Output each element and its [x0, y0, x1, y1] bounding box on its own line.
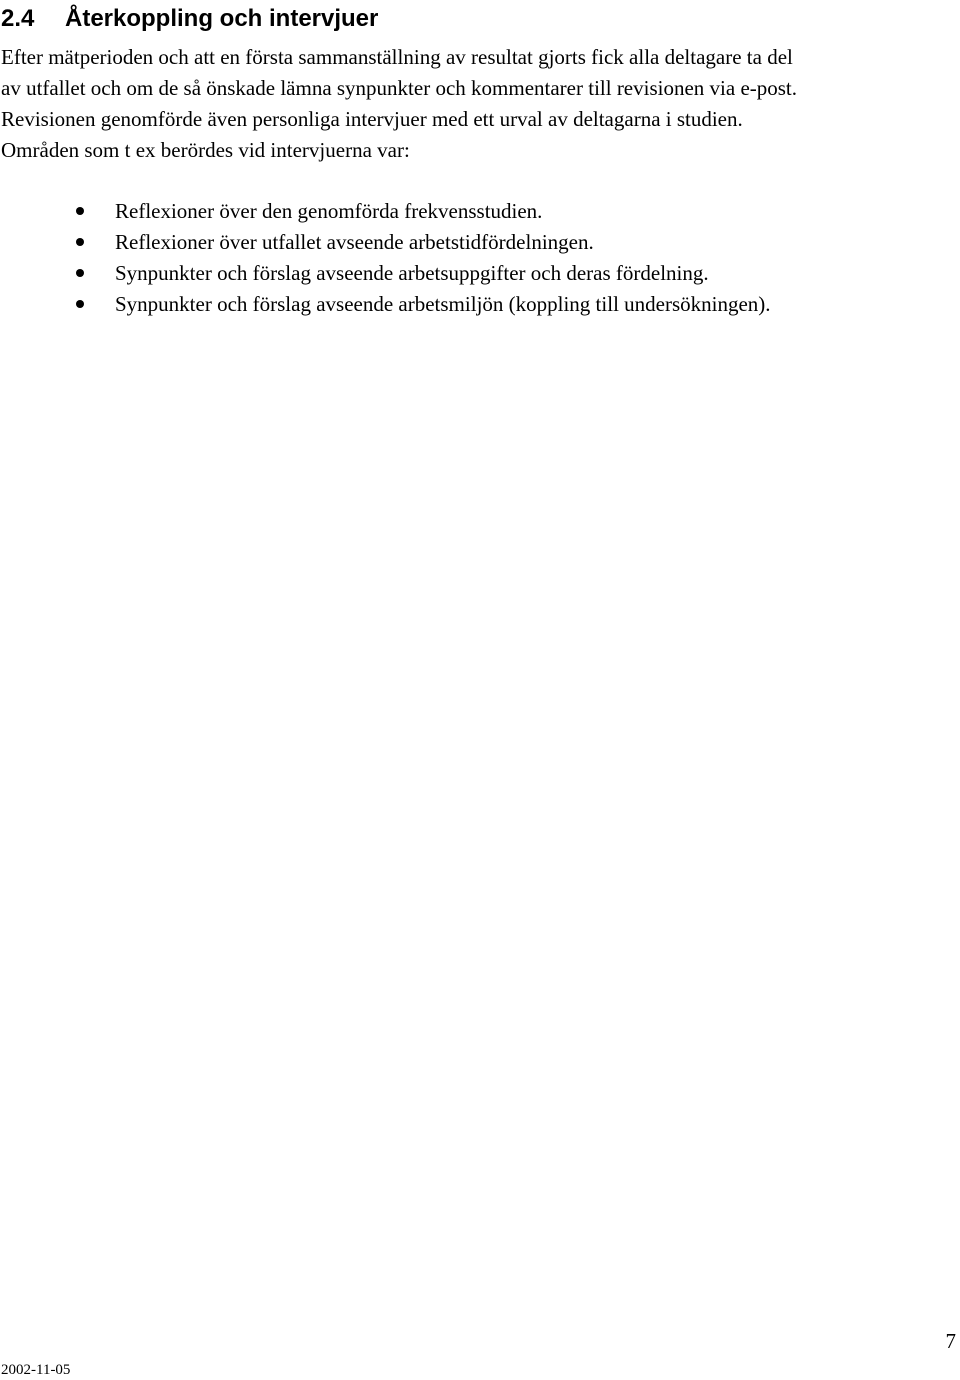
- list-item-text: Reflexioner över den genomförda frekvensstudien.: [115, 199, 543, 223]
- paragraph-line: Revisionen genomförde även personliga intervjuer med ett urval av deltagarna i studien.: [1, 107, 743, 131]
- list-item-text: Synpunkter och förslag avseende arbetsmiljön (koppling till undersökningen).: [115, 292, 771, 316]
- body-paragraph: [1, 42, 956, 166]
- paragraph-line: av utfallet och om de så önskade lämna synpunkter och kommentarer till revisionen via e-post.: [1, 76, 798, 100]
- section-heading: [1, 3, 378, 35]
- bullet-icon: [76, 300, 84, 308]
- bullet-icon: [76, 269, 84, 277]
- footer-date: 2002-11-05: [1, 1362, 71, 1378]
- list-item: [0, 196, 771, 227]
- paragraph-line: Områden som t ex berördes vid intervjuerna var:: [1, 138, 410, 162]
- interview-topics-list: [0, 196, 771, 320]
- list-item: [0, 227, 771, 258]
- bullet-icon: [76, 238, 84, 246]
- section-number: 2.4: [1, 5, 35, 32]
- list-item: [0, 258, 771, 289]
- list-item-text: Reflexioner över utfallet avseende arbetstidfördelningen.: [115, 230, 594, 254]
- paragraph-line: Efter mätperioden och att en första sammanställning av resultat gjorts fick alla deltagare ta del: [1, 45, 793, 69]
- page-number: 7: [945, 1329, 956, 1353]
- bullet-icon: [76, 207, 84, 215]
- list-item: [0, 289, 771, 320]
- list-item-text: Synpunkter och förslag avseende arbetsuppgifter och deras fördelning.: [115, 261, 709, 285]
- section-title: Återkoppling och intervjuer: [65, 5, 379, 32]
